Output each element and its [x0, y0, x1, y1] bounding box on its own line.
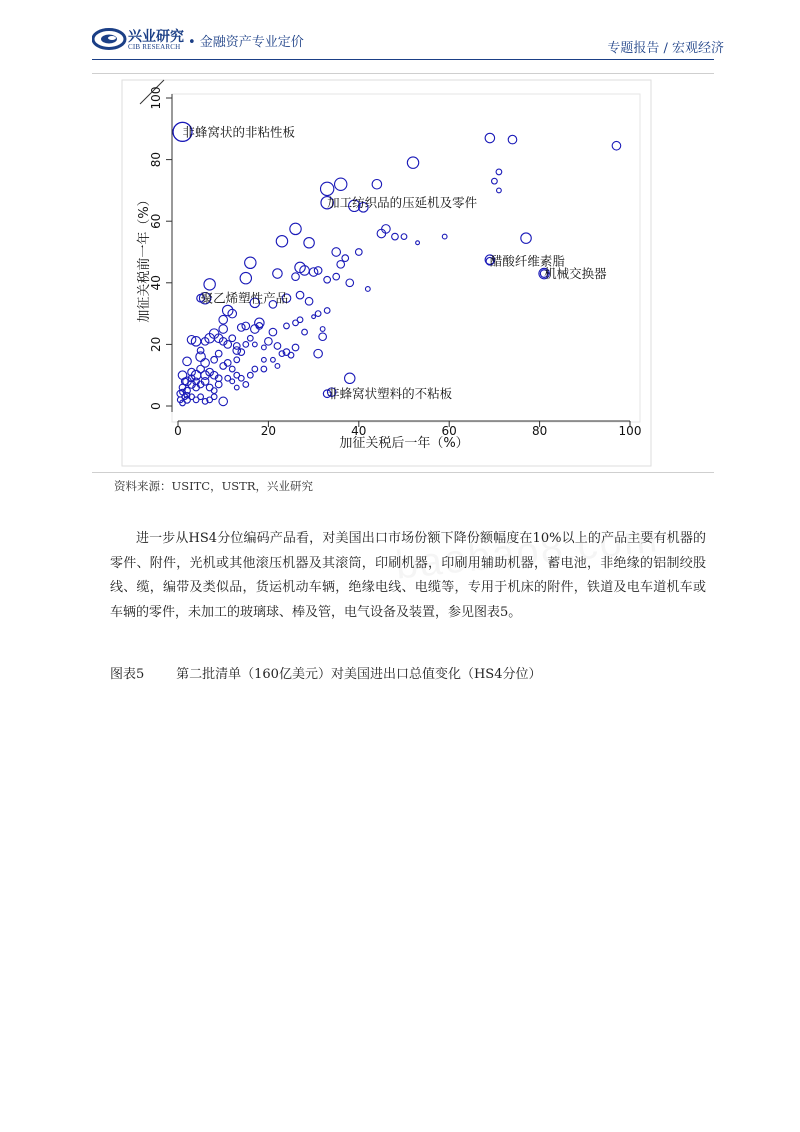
- scatter-point: [324, 308, 330, 314]
- scatter-point: [269, 328, 277, 336]
- scatter-point: [275, 364, 280, 369]
- scatter-point: [229, 335, 236, 342]
- scatter-point: [243, 382, 249, 388]
- plot-area: [172, 94, 640, 422]
- scatter-point: [332, 248, 341, 257]
- scatter-point: [290, 223, 301, 234]
- scatter-point: [497, 188, 502, 193]
- scatter-point: [211, 388, 217, 394]
- figure-caption: [110, 663, 541, 682]
- scatter-point: [320, 327, 325, 332]
- scatter-point: [234, 385, 239, 390]
- scatter-point: [238, 349, 245, 356]
- annotation-label: 机械交换器: [544, 266, 607, 282]
- scatter-point: [238, 375, 244, 381]
- scatter-point: [229, 366, 235, 372]
- scatter-point: [309, 268, 318, 277]
- scatter-point: [407, 157, 418, 168]
- scatter-point: [315, 311, 321, 317]
- scatter-point: [292, 273, 300, 281]
- scatter-point: [262, 357, 267, 362]
- x-tick-label-60: 60: [441, 424, 457, 438]
- scatter-point: [276, 236, 287, 247]
- x-tick-label-40: 40: [351, 424, 367, 438]
- y-tick-label-0: 0: [149, 402, 163, 410]
- y-tick-label-20: 20: [149, 336, 163, 353]
- scatter-point: [204, 279, 215, 290]
- scatter-point: [240, 272, 251, 283]
- scatter-point: [372, 179, 382, 189]
- scatter-point: [365, 287, 370, 292]
- scatter-point: [492, 178, 498, 184]
- scatter-point: [271, 357, 276, 362]
- y-axis-title: 加征关税前一年（%）: [137, 193, 152, 323]
- scatter-point: [521, 233, 531, 243]
- header-tagline: • 金融资产专业定价: [188, 35, 304, 50]
- logo-english-text: CIB RESEARCH: [128, 43, 181, 51]
- scatter-point: [296, 291, 304, 299]
- figure-bottom-divider: [92, 472, 714, 473]
- scatter-point: [219, 315, 228, 324]
- scatter-point: [288, 352, 294, 358]
- scatter-point: [346, 279, 354, 287]
- x-tick-label-0: 0: [174, 424, 182, 438]
- scatter-point: [333, 273, 340, 280]
- chart-source: 资料来源：USITC，USTR，兴业研究: [114, 479, 313, 493]
- scatter-point: [219, 325, 228, 334]
- scatter-point: [319, 333, 327, 341]
- scatter-point: [508, 135, 517, 144]
- scatter-point: [297, 317, 303, 323]
- report-type: 专题报告 / 宏观经济: [607, 41, 724, 56]
- scatter-point: [342, 255, 349, 262]
- scatter-point: [337, 261, 345, 269]
- scatter-point: [485, 133, 495, 143]
- scatter-point: [215, 350, 222, 357]
- y-tick-label-40: 40: [149, 275, 163, 291]
- scatter-point: [265, 338, 273, 346]
- scatter-point: [392, 233, 399, 240]
- scatter-point: [230, 379, 235, 384]
- annotation-label: 聚乙烯塑性产品: [200, 290, 289, 306]
- scatter-point: [305, 297, 313, 305]
- x-axis-title: 加征关税后一年（%）: [339, 436, 469, 451]
- scatter-point: [252, 342, 257, 347]
- scatter-point: [206, 384, 213, 391]
- scatter-point: [292, 344, 299, 351]
- scatter-point: [612, 141, 621, 150]
- scatter-point: [197, 347, 204, 354]
- scatter-point: [304, 238, 314, 248]
- scatter-point: [243, 342, 249, 348]
- scatter-point: [274, 343, 281, 350]
- logo-chinese-text: 兴业研究: [128, 29, 184, 45]
- scatter-point: [355, 249, 362, 256]
- figure-caption-label: 图表5: [110, 667, 145, 682]
- annotation-label: 非蜂窝状的非粘性板: [182, 124, 296, 140]
- x-tick-label-20: 20: [260, 424, 277, 438]
- y-tick-label-100: 100: [149, 86, 163, 110]
- scatter-chart: [0, 0, 800, 480]
- scatter-point: [262, 345, 267, 350]
- scatter-point: [245, 257, 256, 268]
- scatter-point: [233, 343, 240, 350]
- scatter-point: [211, 394, 217, 400]
- scatter-point: [247, 372, 253, 378]
- y-tick-label-80: 80: [149, 151, 163, 168]
- scatter-point: [242, 322, 250, 330]
- scatter-point: [198, 394, 204, 400]
- scatter-point: [234, 357, 240, 363]
- figure-caption-text: 第二批清单（160亿美元）对美国进出口总值变化（HS4分位）: [176, 667, 542, 682]
- scatter-point: [247, 335, 253, 341]
- scatter-point: [183, 357, 192, 366]
- scatter-point: [321, 182, 334, 195]
- annotation-label: 加工纺织品的压延机及零件: [327, 195, 478, 211]
- annotation-label: 非蜂窝状塑料的不粘板: [327, 386, 453, 402]
- scatter-point: [345, 373, 355, 383]
- y-tick-label-60: 60: [149, 213, 163, 229]
- body-paragraph: 进一步从HS4分位编码产品看，对美国出口市场份额下降份额幅度在10%以上的产品主要有机器的零件、附件，光机或其他滚压机器及其滚筒，印刷机器，印刷用辅助机器，蓄电池，非绝缘的铝制绞股线、缆，编带及类似品，货运机动车辆，绝缘电线、电缆等，专用于机床的附件，铁道及电车道机车或车辆的零件，未加工的玻璃球、棒及管，电气设备及装置，参见图表5。: [110, 531, 706, 620]
- scatter-point: [219, 397, 228, 406]
- scatter-point: [284, 323, 290, 329]
- x-tick-label-100: 100: [618, 424, 642, 438]
- scatter-point: [211, 356, 218, 363]
- scatter-point: [273, 269, 283, 279]
- scatter-point: [312, 315, 316, 319]
- scatter-point: [314, 349, 323, 358]
- scatter-point: [302, 329, 308, 335]
- scatter-point: [237, 324, 245, 332]
- scatter-point: [442, 234, 447, 239]
- scatter-point: [261, 366, 267, 372]
- scatter-point: [416, 241, 420, 245]
- annotation-label: 醋酸纤维素脂: [489, 253, 565, 269]
- scatter-point: [496, 169, 502, 175]
- scatter-point: [335, 178, 347, 190]
- scatter-point: [401, 234, 407, 240]
- scatter-point: [324, 276, 331, 283]
- scatter-point: [252, 366, 258, 372]
- x-tick-label-80: 80: [531, 424, 548, 438]
